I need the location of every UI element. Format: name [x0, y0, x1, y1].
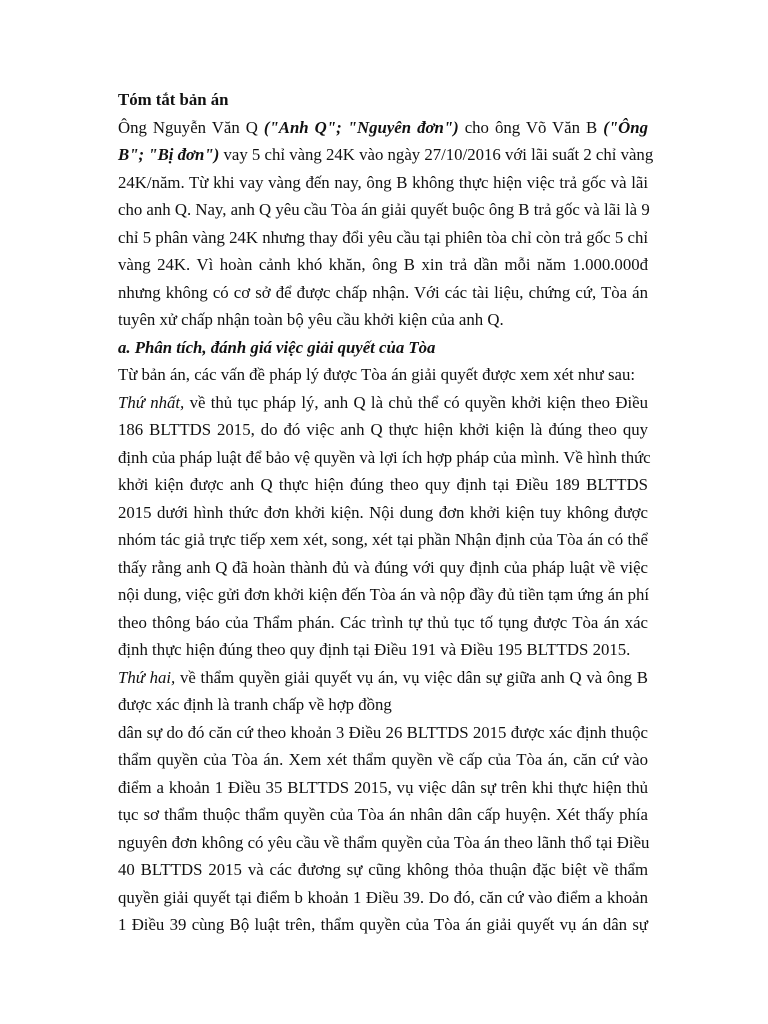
text-run: vay 5 chỉ vàng 24K vào ngày 27/10/2016 với lãi suất 2 chỉ vàng	[219, 145, 654, 164]
text-run: cho ông Võ Văn B	[458, 117, 604, 137]
analysis-line-7: nhóm tác giả trực tiếp xem xét, song, xét tại phần Nhận định của Tòa án có thể	[118, 530, 648, 549]
analysis-line-12	[118, 664, 648, 692]
point-first-label: Thứ nhất,	[118, 392, 185, 412]
point-second-label: Thứ hai,	[118, 667, 176, 687]
summary-line-4: cho anh Q. Nay, anh Q yêu cầu Tòa án giải quyết buộc ông B trả gốc và lãi là 9	[118, 200, 650, 219]
party-alias-defendant-start: ("Ông	[603, 117, 648, 137]
analysis-line-18: nguyên đơn không có yêu cầu về thẩm quyền của Tòa án theo lãnh thổ tại Điều	[118, 832, 650, 852]
summary-line-6: vàng 24K. Vì hoàn cảnh khó khăn, ông B xin trả dần mỗi năm 1.000.000đ	[118, 255, 648, 274]
summary-line-7: nhưng không có cơ sở để được chấp nhận. Với các tài liệu, chứng cứ, Tòa án	[118, 282, 648, 302]
analysis-line-20: quyền giải quyết tại điểm b khoản 1 Điều 39. Do đó, căn cứ vào điểm a khoản	[118, 887, 648, 907]
analysis-line-19: 40 BLTTDS 2015 và các đương sự cũng không thỏa thuận đặc biệt về thẩm	[118, 860, 648, 879]
analysis-line-5: khởi kiện được anh Q thực hiện đúng theo quy định tại Điều 189 BLTTDS	[118, 475, 648, 494]
analysis-line-10: theo thông báo của Thẩm phán. Các trình tự thủ tục tố tụng được Tòa án xác	[118, 612, 648, 632]
analysis-line-17: tục sơ thẩm thuộc thẩm quyền của Tòa án nhân dân cấp huyện. Xét thấy phía	[118, 805, 648, 824]
analysis-line-1: Từ bản án, các vấn đề pháp lý được Tòa án giải quyết được xem xét như sau:	[118, 365, 636, 384]
summary-line-5: chỉ 5 phân vàng 24K nhưng thay đổi yêu cầu tại phiên tòa chỉ còn trả gốc 5 chỉ	[118, 227, 648, 247]
analysis-line-2	[118, 389, 648, 417]
analysis-line-4: định của pháp luật để bảo vệ quyền và lợi ích hợp pháp của mình. Về hình thức	[118, 447, 651, 467]
text-run: Ông Nguyễn Văn Q	[118, 117, 264, 137]
analysis-paragraph	[118, 361, 651, 939]
analysis-line-9: nội dung, việc gửi đơn khởi kiện đến Tòa án và nộp đầy đủ tiền tạm ứng án phí	[118, 585, 650, 604]
section-heading: a. Phân tích, đánh giá việc giải quyết của Tòa	[118, 337, 436, 357]
text-run: về thẩm quyền giải quyết vụ án, vụ việc dân sự giữa anh Q và ông B	[175, 667, 648, 687]
summary-line-8: tuyên xử chấp nhận toàn bộ yêu cầu khởi kiện của anh Q.	[118, 310, 504, 329]
summary-paragraph	[118, 114, 654, 334]
summary-line-1	[118, 114, 648, 142]
analysis-line-21: 1 Điều 39 cùng Bộ luật trên, thẩm quyền của Tòa án giải quyết vụ án dân sự	[118, 915, 648, 934]
analysis-line-6: 2015 dưới hình thức đơn khởi kiện. Nội dung đơn khởi kiện tuy không được	[118, 502, 648, 522]
document-page	[118, 86, 654, 939]
analysis-line-3: 186 BLTTDS 2015, do đó việc anh Q thực hiện khởi kiện là đúng theo quy	[118, 420, 648, 439]
summary-heading: Tóm tắt bản án	[118, 90, 229, 109]
analysis-line-15: thẩm quyền của Tòa án. Xem xét thẩm quyền về cấp của Tòa án, căn cứ vào	[118, 750, 648, 769]
party-alias-defendant-end: B"; "Bị đơn")	[118, 145, 220, 164]
summary-line-3: 24K/năm. Từ khi vay vàng đến nay, ông B không thực hiện việc trả gốc và lãi	[118, 172, 648, 192]
analysis-line-14: dân sự do đó căn cứ theo khoản 3 Điều 26 BLTTDS 2015 được xác định thuộc	[118, 722, 648, 742]
analysis-line-8: thấy rằng anh Q đã hoàn thành đủ và đúng với quy định của pháp luật về việc	[118, 557, 648, 577]
analysis-line-13: được xác định là tranh chấp về hợp đồng	[118, 695, 392, 714]
party-alias-plaintiff: ("Anh Q"; "Nguyên đơn")	[263, 117, 459, 137]
summary-line-2	[118, 141, 654, 169]
analysis-line-16: điểm a khoản 1 Điều 35 BLTTDS 2015, vụ việc dân sự trên khi thực hiện thủ	[118, 777, 648, 797]
text-run: về thủ tục pháp lý, anh Q là chủ thể có quyền khởi kiện theo Điều	[184, 392, 648, 412]
analysis-line-11: định thực hiện đúng theo quy định tại Điều 191 và Điều 195 BLTTDS 2015.	[118, 640, 631, 659]
